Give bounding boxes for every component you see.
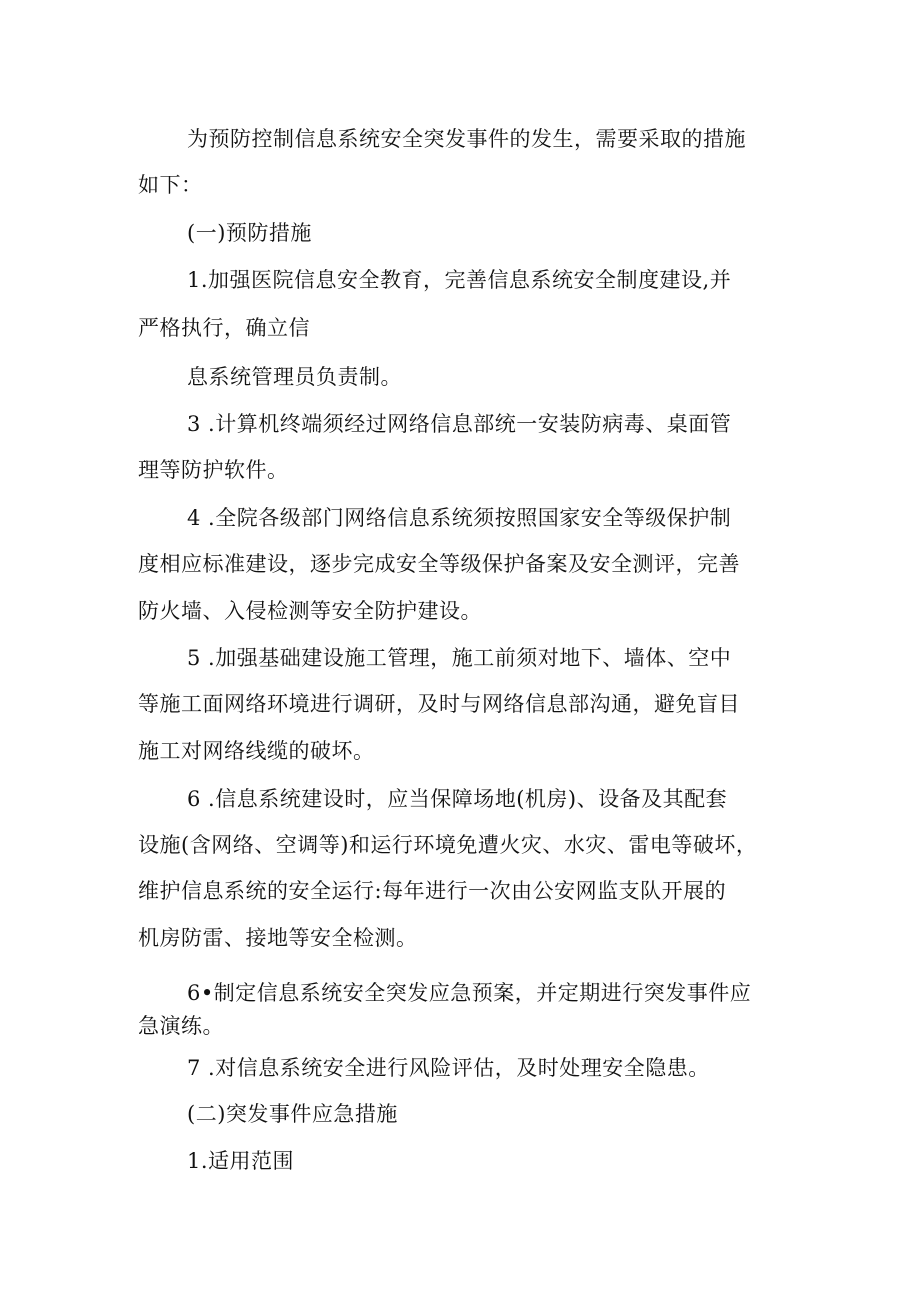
item-5-line-1: 5 .加强基础建设施工管理，施工前须对地下、墙体、空中 <box>187 646 732 670</box>
item-3-line-2: 理等防护软件。 <box>138 458 289 482</box>
item-6-line-1: 6 .信息系统建设时，应当保障场地(机房)、设备及其配套 <box>187 787 728 811</box>
item-1-line-3: 息系统管理员负责制。 <box>187 365 402 389</box>
item-1-line-1: 1.加强医院信息安全教育，完善信息系统安全制度建设,并 <box>187 268 732 292</box>
item-6-line-4: 机房防雷、接地等安全检测。 <box>138 926 418 950</box>
intro-line-1: 为预防控制信息系统安全突发事件的发生，需要采取的措施 <box>187 127 746 151</box>
item-4-line-3: 防火墙、入侵检测等安全防护建设。 <box>138 599 482 623</box>
item-6-line-2: 设施(含网络、空调等)和运行环境免遭火灾、水灾、雷电等破坏， <box>138 833 758 857</box>
section-heading-emergency: (二)突发事件应急措施 <box>187 1102 398 1126</box>
item-1-line-2: 严格执行，确立信 <box>138 316 310 340</box>
item-3-line-1: 3 .计算机终端须经过网络信息部统一安装防病毒、桌面管 <box>187 412 732 436</box>
item-7-line-1: 7 .对信息系统安全进行风险评估，及时处理安全隐患。 <box>187 1056 710 1080</box>
item-5-line-2: 等施工面网络环境进行调研，及时与网络信息部沟通，避免盲目 <box>138 692 740 716</box>
item-4-line-2: 度相应标准建设，逐步完成安全等级保护备案及安全测评，完善 <box>138 552 740 576</box>
item-6-line-3: 维护信息系统的安全运行:每年进行一次由公安网监支队开展的 <box>138 879 727 903</box>
intro-line-2: 如下： <box>138 173 203 197</box>
item-6b-line-2: 急演练。 <box>138 1014 224 1038</box>
item-4-line-1: 4 .全院各级部门网络信息系统须按照国家安全等级保护制 <box>187 506 732 530</box>
item-5-line-3: 施工对网络线缆的破坏。 <box>138 739 375 763</box>
section-heading-prevention: (一)预防措施 <box>187 221 312 245</box>
item-6b-line-1: 6•制定信息系统安全突发应急预案，并定期进行突发事件应 <box>187 981 752 1005</box>
section-two-item-1: 1.适用范围 <box>187 1149 295 1173</box>
